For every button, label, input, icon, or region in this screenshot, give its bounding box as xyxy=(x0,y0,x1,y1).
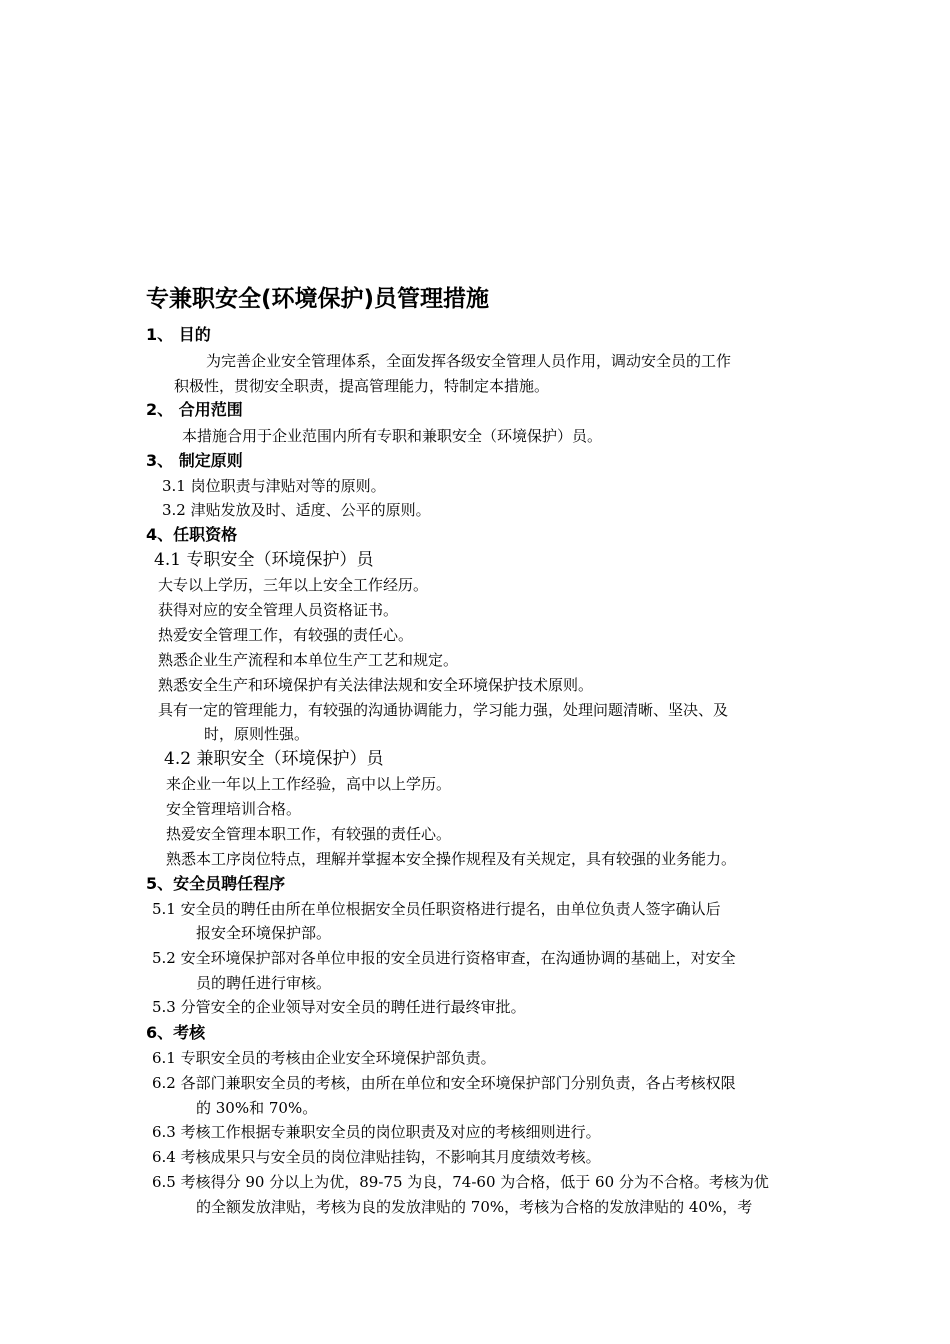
list-item: 熟悉本工序岗位特点，理解并掌握本安全操作规程及有关规定，具有较强的业务能力。 xyxy=(166,850,737,868)
paragraph-line: 积极性，贯彻安全职责，提高管理能力，特制定本措施。 xyxy=(174,377,550,395)
paragraph-line: 为完善企业安全管理体系，全面发挥各级安全管理人员作用，调动安全员的工作 xyxy=(206,352,732,370)
list-item: 6.3 考核工作根据专兼职安全员的岗位职责及对应的考核细则进行。 xyxy=(152,1123,601,1141)
paragraph-line: 本措施合用于企业范围内所有专职和兼职安全（环境保护）员。 xyxy=(182,427,603,445)
list-item: 6.2 各部门兼职安全员的考核，由所在单位和安全环境保护部门分别负责，各占考核权限 xyxy=(152,1074,736,1092)
section-heading-qualifications: 4、任职资格 xyxy=(146,525,238,544)
list-item: 6.1 专职安全员的考核由企业安全环境保护部负责。 xyxy=(152,1049,496,1067)
section-heading-purpose: 1、 目的 xyxy=(146,325,211,344)
list-item-continuation: 的 30%和 70%。 xyxy=(196,1099,318,1117)
list-item: 5.1 安全员的聘任由所在单位根据安全员任职资格进行提名，由单位负责人签字确认后 xyxy=(152,900,721,918)
list-item-continuation: 报安全环境保护部。 xyxy=(196,924,332,942)
list-item-continuation: 的全额发放津贴，考核为良的发放津贴的 70%，考核为合格的发放津贴的 40%，考 xyxy=(196,1198,753,1216)
list-item: 来企业一年以上工作经验，高中以上学历。 xyxy=(166,775,452,793)
list-item: 5.3 分管安全的企业领导对安全员的聘任进行最终审批。 xyxy=(152,998,526,1016)
list-item-continuation: 时，原则性强。 xyxy=(204,725,310,743)
list-item: 熟悉安全生产和环境保护有关法律法规和安全环境保护技术原则。 xyxy=(158,676,594,694)
list-item: 5.2 安全环境保护部对各单位申报的安全员进行资格审查，在沟通协调的基础上，对安全 xyxy=(152,949,736,967)
list-item: 6.4 考核成果只与安全员的岗位津贴挂钩，不影响其月度绩效考核。 xyxy=(152,1148,601,1166)
list-item: 具有一定的管理能力，有较强的沟通协调能力，学习能力强，处理问题清晰、坚决、及 xyxy=(158,701,729,719)
subsection-heading: 4.1 专职安全（环境保护）员 xyxy=(154,550,374,570)
list-item: 热爱安全管理工作，有较强的责任心。 xyxy=(158,626,414,644)
list-item: 熟悉企业生产流程和本单位生产工艺和规定。 xyxy=(158,651,459,669)
list-item: 3.1 岗位职责与津贴对等的原则。 xyxy=(162,477,386,495)
list-item: 热爱安全管理本职工作，有较强的责任心。 xyxy=(166,825,452,843)
list-item: 大专以上学历，三年以上安全工作经历。 xyxy=(158,576,429,594)
page-title: 专兼职安全(环境保护)员管理措施 xyxy=(146,286,490,312)
list-item-continuation: 员的聘任进行审核。 xyxy=(196,974,332,992)
list-item: 6.5 考核得分 90 分以上为优，89-75 为良，74-60 为合格，低于 60 分为不合格。考核为优 xyxy=(152,1173,769,1191)
subsection-heading: 4.2 兼职安全（环境保护）员 xyxy=(164,749,384,769)
section-heading-assessment: 6、考核 xyxy=(146,1023,206,1042)
list-item: 获得对应的安全管理人员资格证书。 xyxy=(158,601,399,619)
list-item: 3.2 津贴发放及时、适度、公平的原则。 xyxy=(162,501,431,519)
section-heading-scope: 2、 合用范围 xyxy=(146,400,243,419)
section-heading-principles: 3、 制定原则 xyxy=(146,451,243,470)
list-item: 安全管理培训合格。 xyxy=(166,800,302,818)
section-heading-appointment: 5、安全员聘任程序 xyxy=(146,874,286,893)
